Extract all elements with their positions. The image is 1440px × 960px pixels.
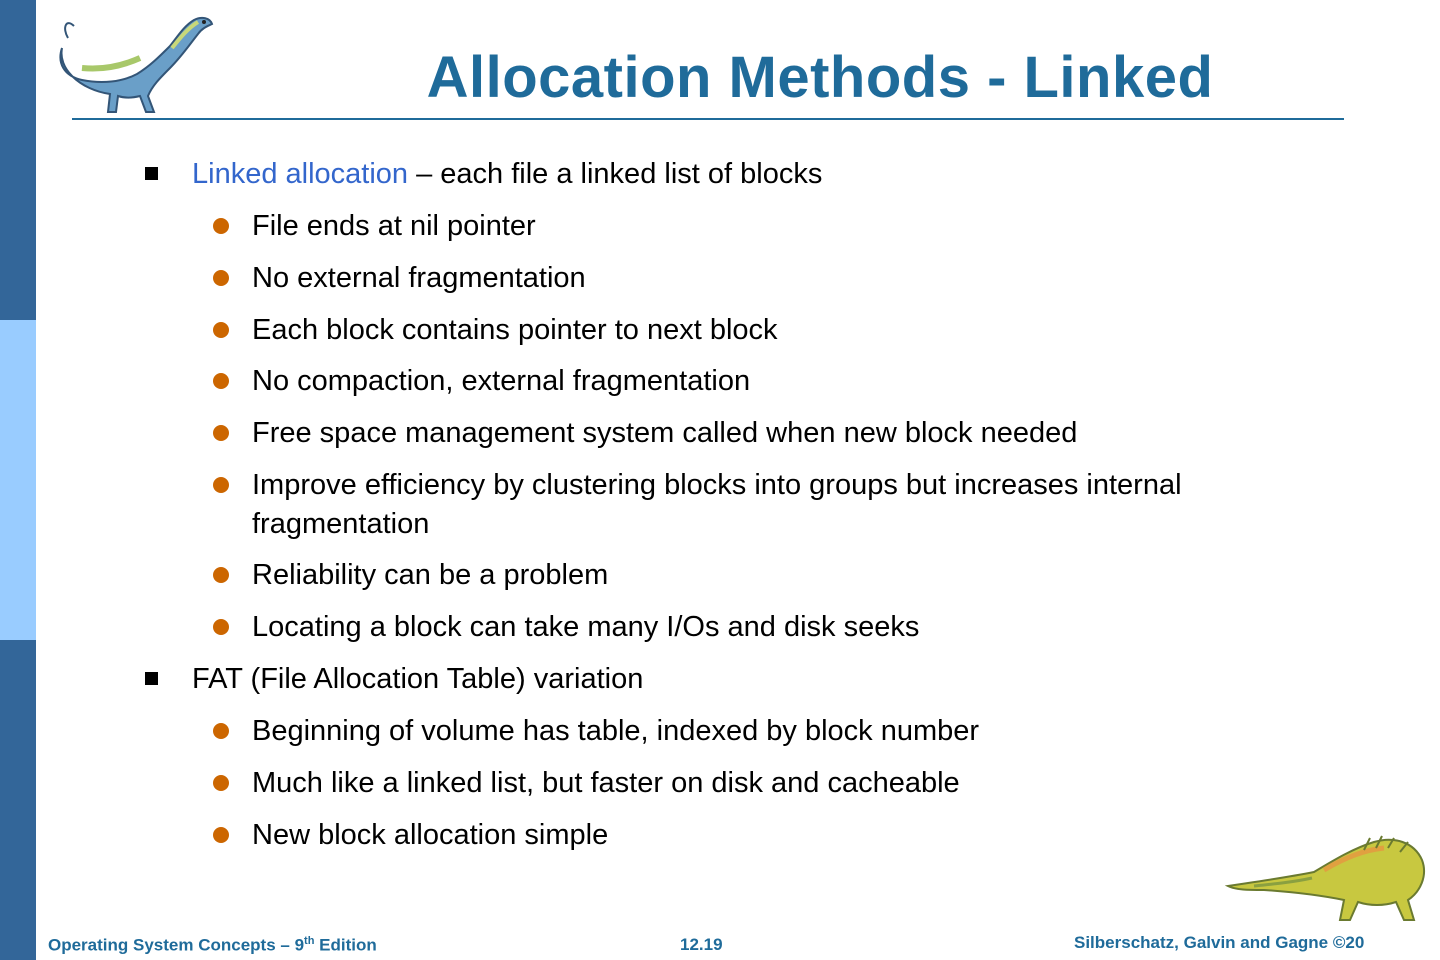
slide-title: Allocation Methods - Linked: [426, 45, 1214, 110]
round-bullet-icon: [213, 477, 229, 493]
round-bullet-icon: [213, 619, 229, 635]
round-bullet-icon: [213, 270, 229, 286]
list-item: File ends at nil pointer: [252, 210, 536, 242]
list-item: Improve efficiency by clustering blocks into groups but increases internal: [252, 469, 1182, 501]
list-item-text: – each file a linked list of blocks: [408, 158, 823, 190]
footer-book-title: Operating System Concepts – 9th Edition: [48, 935, 377, 955]
list-item-continuation: fragmentation: [252, 508, 430, 540]
list-item: Each block contains pointer to next block: [252, 314, 778, 346]
footer-page-number: 12.19: [680, 935, 723, 954]
square-bullet-icon: [145, 672, 158, 685]
term-highlight: Linked allocation: [192, 158, 409, 190]
list-item: No external fragmentation: [252, 262, 586, 294]
round-bullet-icon: [213, 723, 229, 739]
list-item: FAT (File Allocation Table) variation: [192, 663, 644, 695]
round-bullet-icon: [213, 373, 229, 389]
square-bullet-icon: [145, 167, 158, 180]
list-item: Beginning of volume has table, indexed by block number: [252, 715, 980, 747]
list-item: Reliability can be a problem: [252, 559, 609, 591]
list-item: Much like a linked list, but faster on disk and cacheable: [252, 767, 960, 799]
dinosaur-icon: [1224, 820, 1430, 930]
list-item: No compaction, external fragmentation: [252, 365, 751, 397]
round-bullet-icon: [213, 218, 229, 234]
round-bullet-icon: [213, 827, 229, 843]
list-item: Free space management system called when new block needed: [252, 417, 1078, 449]
round-bullet-icon: [213, 425, 229, 441]
round-bullet-icon: [213, 775, 229, 791]
round-bullet-icon: [213, 322, 229, 338]
list-item: Locating a block can take many I/Os and disk seeks: [252, 611, 920, 643]
footer-copyright: Silberschatz, Galvin and Gagne ©20: [1074, 933, 1365, 952]
round-bullet-icon: [213, 567, 229, 583]
list-item: New block allocation simple: [252, 819, 609, 851]
list-item: [192, 156, 822, 192]
